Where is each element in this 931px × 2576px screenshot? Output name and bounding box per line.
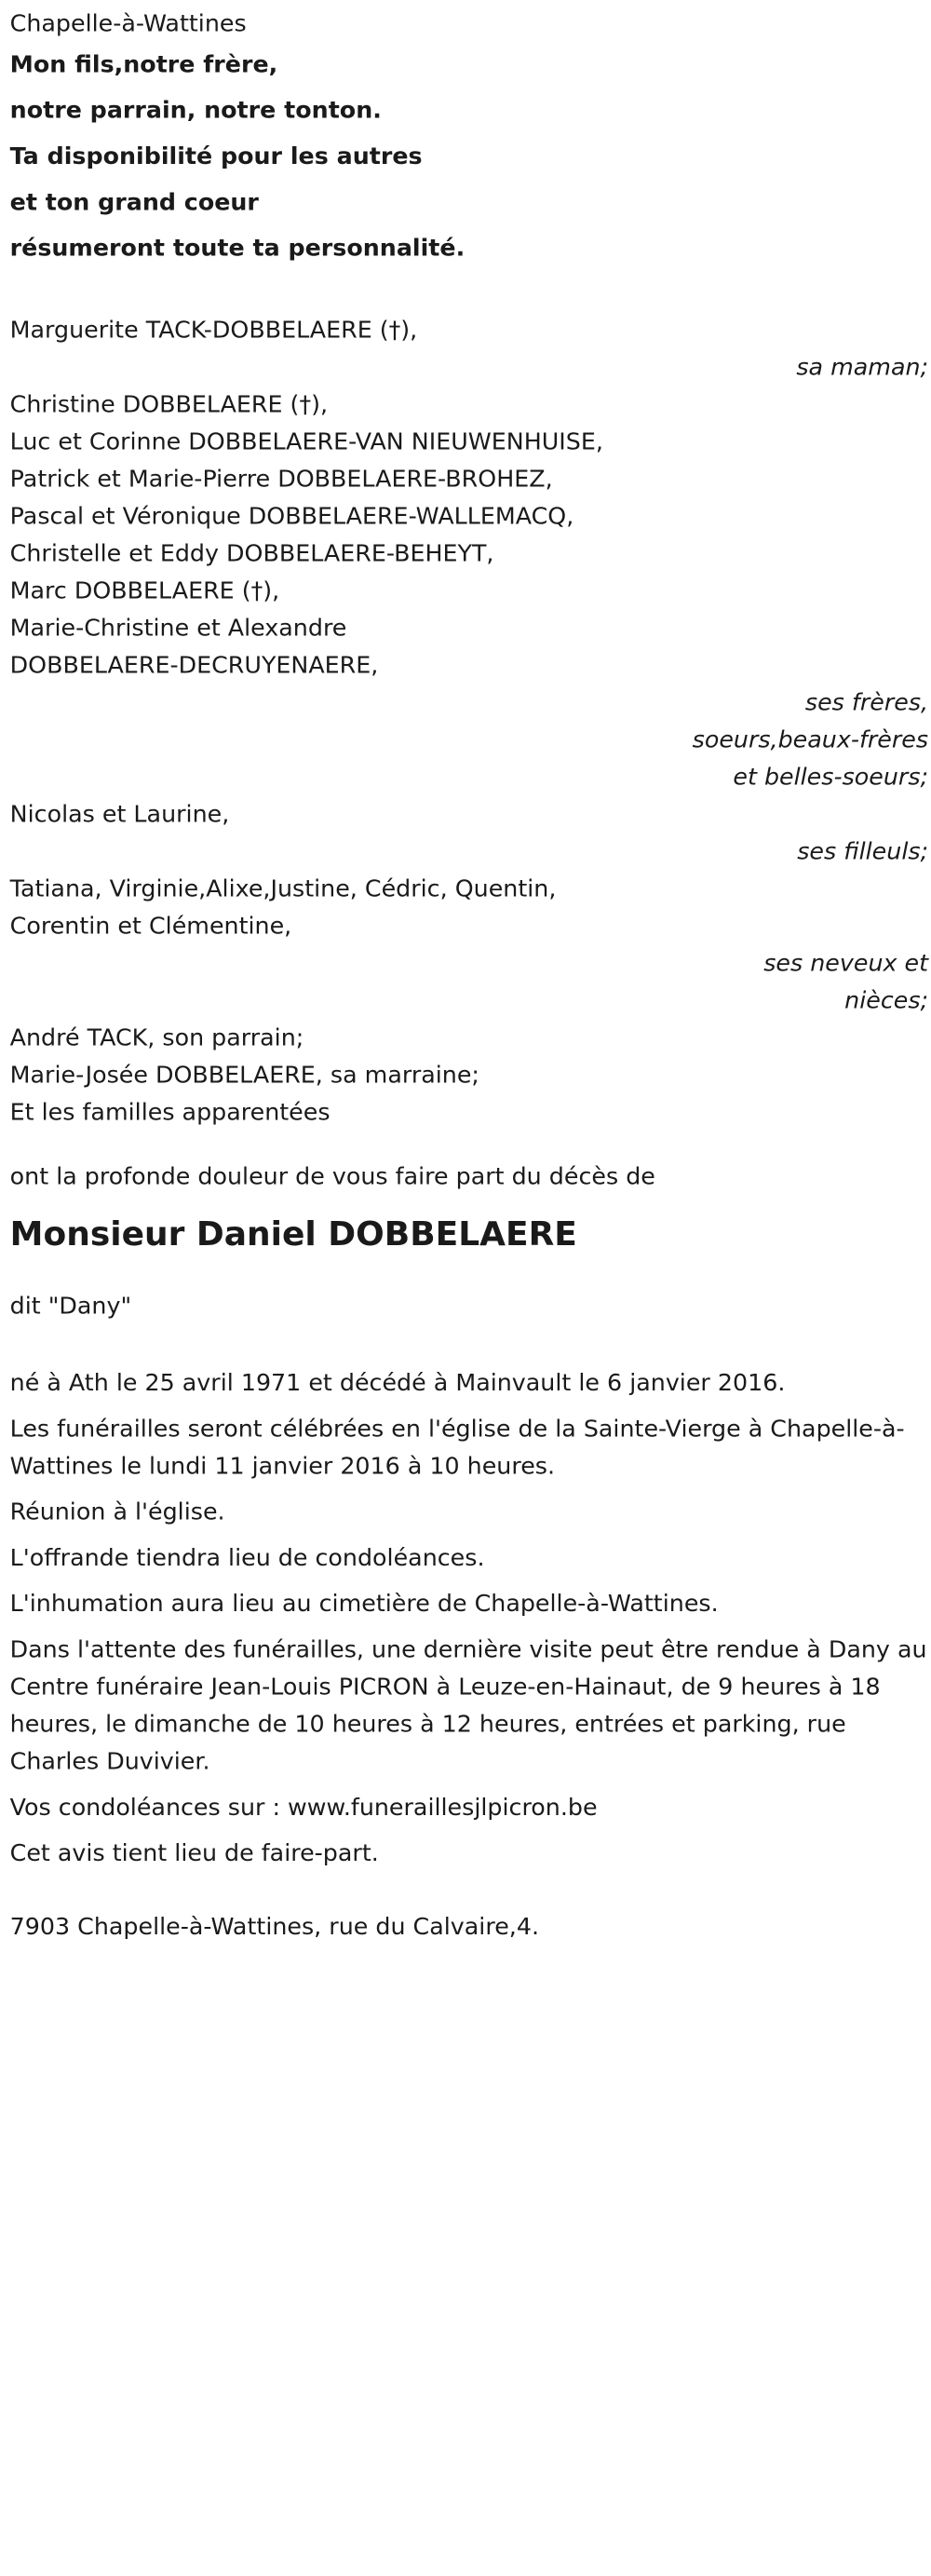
nephews-relation: ses neveux et [763, 949, 929, 978]
spacer [10, 1324, 928, 1364]
sibling-line: Christine DOBBELAERE (†), [9, 390, 329, 419]
poem-line: Ta disponibilité pour les autres [9, 142, 423, 170]
address: 7903 Chapelle-à-Wattines, rue du Calvaire,4. [9, 1913, 540, 1941]
other-line: Marie-Josée DOBBELAERE, sa marraine; [9, 1061, 479, 1090]
nephews-line: Corentin et Clémentine, [9, 912, 292, 941]
detail-paragraph: Cet avis tient lieu de faire-part. [9, 1839, 379, 1867]
details-block [10, 1364, 928, 1872]
sibling-line: Marie-Christine et Alexandre [9, 614, 347, 643]
godchildren-block [10, 795, 928, 870]
others-block [10, 1019, 928, 1131]
other-line: André TACK, son parrain; [9, 1024, 304, 1052]
place-heading: Chapelle-à-Wattines [9, 9, 247, 37]
sibling-line: Christelle et Eddy DOBBELAERE-BEHEYT, [9, 539, 494, 568]
sibling-line: Luc et Corinne DOBBELAERE-VAN NIEUWENHUISE, [9, 427, 603, 456]
siblings-relation: et belles-soeurs; [733, 763, 929, 792]
detail-paragraph: né à Ath le 25 avril 1971 et décédé à Mainvault le 6 janvier 2016. [9, 1369, 786, 1397]
poem-line: notre parrain, notre tonton. [9, 96, 382, 125]
poem-line: et ton grand coeur [9, 188, 259, 216]
detail-paragraph: L'offrande tiendra lieu de condoléances. [9, 1544, 485, 1572]
siblings-block [10, 386, 928, 796]
poem-block [10, 42, 928, 272]
sibling-line: Marc DOBBELAERE (†), [9, 576, 280, 605]
detail-paragraph: Dans l'attente des funérailles, une dernière visite peut être rendue à Dany au Centre funéraire Jean-Louis PICRON à Leuze-en-Hainaut, de 9 heures à 18 heures, le dimanche de 10 heures à 12 heures, entrées et parking, rue Charles Duvivier. [9, 1635, 927, 1776]
mother-relation: sa maman; [796, 353, 929, 382]
condolences-link-line: Vos condoléances sur : www.funeraillesjlpicron.be [9, 1794, 598, 1822]
detail-paragraph: Réunion à l'église. [9, 1498, 225, 1526]
godchildren-relation: ses filleuls; [797, 837, 929, 866]
spacer [10, 1260, 928, 1287]
siblings-relation: soeurs,beaux-frères [692, 725, 929, 754]
sibling-line: Pascal et Véronique DOBBELAERE-WALLEMACQ, [9, 502, 574, 531]
spacer [10, 1880, 928, 1907]
deceased-name: Monsieur Daniel DOBBELAERE [9, 1215, 577, 1254]
poem-line: Mon fils,notre frère, [9, 50, 278, 78]
nephews-block [10, 870, 928, 1019]
spacer [10, 1131, 928, 1158]
poem-line: résumeront toute ta personnalité. [9, 234, 466, 263]
other-line: Et les familles apparentées [9, 1098, 331, 1127]
spacer [10, 272, 928, 312]
spacer [10, 1196, 928, 1211]
sibling-line: Patrick et Marie-Pierre DOBBELAERE-BROHEZ, [9, 465, 553, 494]
nephews-relation: nièces; [844, 986, 929, 1015]
announcement-intro: ont la profonde douleur de vous faire part du décès de [9, 1163, 655, 1191]
sibling-line: DOBBELAERE-DECRUYENAERE, [9, 651, 379, 680]
obituary-content [10, 5, 928, 1945]
detail-paragraph: L'inhumation aura lieu au cimetière de Chapelle-à-Wattines. [9, 1590, 719, 1618]
detail-paragraph: Les funérailles seront célébrées en l'église de la Sainte-Vierge à Chapelle-à-Wattines le lundi 11 janvier 2016 à 10 heures. [9, 1415, 905, 1480]
nickname: dit "Dany" [9, 1292, 132, 1320]
mother-name: Marguerite TACK-DOBBELAERE (†), [9, 316, 418, 345]
godchildren-names: Nicolas et Laurine, [9, 800, 230, 829]
nephews-line: Tatiana, Virginie,Alixe,Justine, Cédric, Quentin, [9, 874, 557, 903]
mother-block [10, 312, 928, 386]
siblings-relation: ses frères, [804, 688, 929, 717]
